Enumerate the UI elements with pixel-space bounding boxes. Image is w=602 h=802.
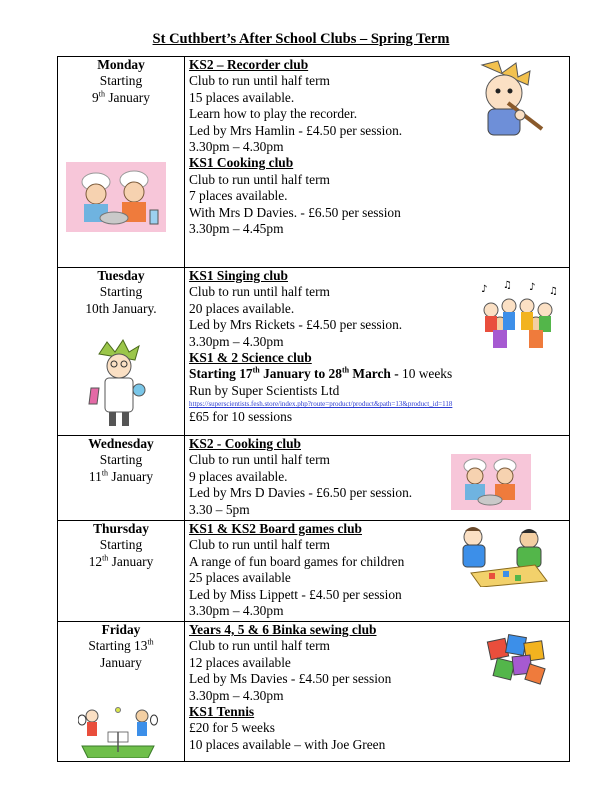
scientist-illustration bbox=[85, 338, 151, 428]
day-starting: Starting bbox=[99, 73, 143, 89]
club-detail: Led by Miss Lippett - £4.50 per session bbox=[189, 586, 402, 602]
club-detail: 12 places available bbox=[189, 654, 291, 670]
club-detail: 7 places available. bbox=[189, 188, 288, 204]
club-cell-wednesday bbox=[185, 436, 570, 521]
day-start-date: 12th January bbox=[88, 553, 154, 569]
club-detail: Club to run until half term bbox=[189, 73, 330, 89]
club-heading-ks1-singing: KS1 Singing club bbox=[189, 268, 288, 283]
club-detail: Club to run until half term bbox=[189, 638, 330, 654]
svg-text:♫: ♫ bbox=[503, 280, 512, 291]
day-cell-friday bbox=[58, 622, 185, 762]
sewing-squares-illustration bbox=[485, 634, 549, 690]
club-cell-thursday bbox=[185, 521, 570, 622]
clubs-table bbox=[57, 56, 570, 762]
club-detail: Club to run until half term bbox=[189, 171, 330, 187]
science-dates: Starting 17th January to 28th March - 10 weeks bbox=[189, 365, 453, 382]
club-detail: 3.30pm – 4.30pm bbox=[189, 603, 284, 619]
day-cell-thursday bbox=[58, 521, 185, 622]
day-start-date: January bbox=[100, 654, 142, 670]
club-detail: With Mrs D Davies. - £6.50 per session bbox=[189, 204, 401, 220]
day-name: Tuesday bbox=[97, 268, 145, 283]
club-heading-ks1-cooking: KS1 Cooking club bbox=[189, 155, 294, 171]
club-detail: Led by Mrs Rickets - £4.50 per session. bbox=[189, 317, 403, 333]
table-row-wednesday bbox=[58, 436, 570, 521]
day-name: Monday bbox=[97, 57, 145, 72]
cooking-children-illustration bbox=[66, 162, 166, 232]
club-detail: Learn how to play the recorder. bbox=[189, 106, 358, 122]
board-game-children-illustration bbox=[455, 525, 551, 587]
club-detail: 3.30 – 5pm bbox=[189, 501, 250, 517]
day-starting: Starting 13th bbox=[88, 637, 154, 654]
club-detail: 20 places available. bbox=[189, 300, 295, 316]
club-detail: £20 for 5 weeks bbox=[189, 720, 275, 736]
day-name: Friday bbox=[101, 622, 141, 637]
club-heading-science: KS1 & 2 Science club bbox=[189, 350, 312, 366]
page-title: St Cuthbert’s After School Clubs – Spring Term bbox=[152, 31, 450, 47]
day-cell-wednesday bbox=[58, 436, 185, 521]
club-cell-tuesday bbox=[185, 268, 570, 436]
day-starting: Starting bbox=[99, 537, 143, 553]
club-detail: 25 places available bbox=[189, 570, 291, 586]
club-detail: 3.30pm – 4.30pm bbox=[189, 333, 284, 349]
club-heading-ks2-recorder: KS2 – Recorder club bbox=[189, 57, 309, 72]
club-heading-board-games: KS1 & KS2 Board games club bbox=[189, 521, 362, 536]
club-detail: 15 places available. bbox=[189, 89, 295, 105]
day-start-date: 11th January bbox=[88, 468, 154, 484]
club-detail: Led by Mrs D Davies - £6.50 per session. bbox=[189, 485, 413, 501]
day-start-date: 10th January. bbox=[85, 300, 157, 316]
science-price: £65 for 10 sessions bbox=[189, 409, 293, 425]
table-row-tuesday bbox=[58, 268, 570, 436]
club-detail: Led by Ms Davies - £4.50 per session bbox=[189, 671, 392, 687]
club-detail: Led by Mrs Hamlin - £4.50 per session. bbox=[189, 122, 403, 138]
club-heading-sewing: Years 4, 5 & 6 Binka sewing club bbox=[189, 622, 377, 637]
club-detail: Club to run until half term bbox=[189, 537, 330, 553]
svg-text:♪: ♪ bbox=[481, 284, 488, 295]
cooking-children-illustration bbox=[451, 454, 531, 510]
day-start-date: 9th January bbox=[92, 89, 150, 105]
day-name: Wednesday bbox=[88, 436, 154, 451]
table-row-monday bbox=[58, 57, 570, 268]
science-link[interactable]: https://superscientists.fesh.store/index.php?route=product/product&path=13&product_id=118 bbox=[189, 400, 453, 409]
singing-children-illustration bbox=[477, 280, 563, 350]
tennis-children-illustration bbox=[78, 702, 158, 758]
svg-text:♪: ♪ bbox=[529, 282, 536, 293]
club-detail: 3.30pm – 4.45pm bbox=[189, 221, 284, 237]
club-cell-friday bbox=[185, 622, 570, 762]
science-provider: Run by Super Scientists Ltd bbox=[189, 382, 340, 398]
club-detail: Club to run until half term bbox=[189, 452, 330, 468]
day-cell-monday bbox=[58, 57, 185, 268]
table-row-friday bbox=[58, 622, 570, 762]
club-heading-ks2-cooking: KS2 - Cooking club bbox=[189, 436, 301, 451]
club-detail: 9 places available. bbox=[189, 468, 288, 484]
recorder-player-illustration bbox=[468, 59, 550, 143]
day-starting: Starting bbox=[99, 284, 143, 300]
day-name: Thursday bbox=[93, 521, 149, 536]
club-detail: 3.30pm – 4.30pm bbox=[189, 139, 284, 155]
table-row-thursday bbox=[58, 521, 570, 622]
club-detail: 10 places available – with Joe Green bbox=[189, 736, 386, 752]
day-cell-tuesday bbox=[58, 268, 185, 436]
club-heading-tennis: KS1 Tennis bbox=[189, 704, 255, 720]
svg-text:♫: ♫ bbox=[549, 286, 558, 297]
club-detail: A range of fun board games for children bbox=[189, 553, 405, 569]
club-detail: Club to run until half term bbox=[189, 284, 330, 300]
day-starting: Starting bbox=[99, 452, 143, 468]
club-cell-monday bbox=[185, 57, 570, 268]
club-detail: 3.30pm – 4.30pm bbox=[189, 687, 284, 703]
